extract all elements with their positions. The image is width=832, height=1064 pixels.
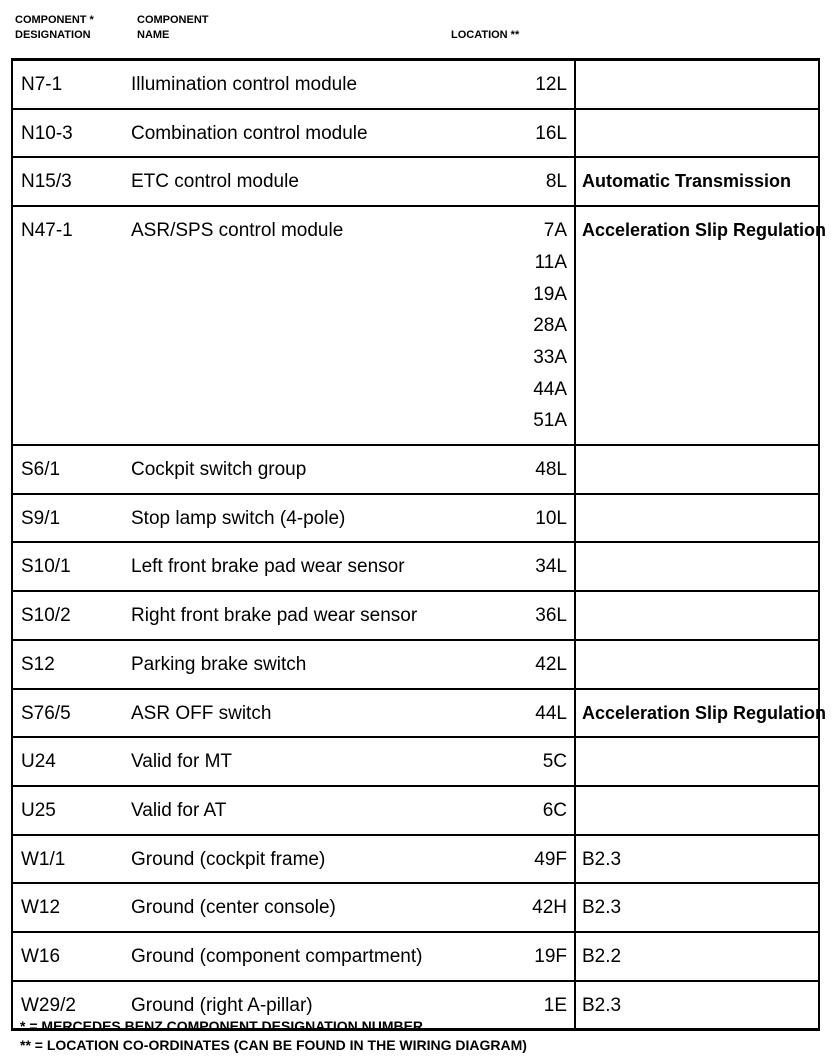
component-name — [131, 157, 481, 206]
component-designation — [12, 883, 131, 932]
designation-text: S10/1 — [21, 556, 71, 578]
table-row — [12, 737, 819, 786]
name-text: Ground (right A-pillar) — [131, 994, 313, 1016]
name-text: Ground (cockpit frame) — [131, 848, 326, 870]
component-table — [11, 58, 827, 1031]
name-text: Valid for AT — [131, 799, 227, 821]
note-text: B2.2 — [582, 946, 622, 968]
component-note — [575, 737, 819, 786]
designation-text: W12 — [21, 897, 61, 919]
component-designation — [12, 932, 131, 981]
header-designation-line1: COMPONENT * — [15, 14, 94, 26]
table-row — [12, 445, 819, 494]
table-row — [12, 591, 819, 640]
name-text: Stop lamp switch (4-pole) — [131, 507, 346, 529]
component-designation — [12, 786, 131, 835]
component-name — [131, 206, 481, 445]
component-name — [131, 689, 481, 738]
note-text — [582, 495, 818, 510]
component-name — [131, 883, 481, 932]
component-note — [575, 494, 819, 543]
designation-text: U24 — [21, 751, 56, 773]
location-code: 42L — [535, 653, 567, 675]
component-location — [481, 737, 575, 786]
location-code: 6C — [542, 799, 567, 821]
component-location — [481, 689, 575, 738]
component-designation — [12, 157, 131, 206]
location-code: 11A — [534, 251, 567, 273]
component-location — [481, 60, 575, 109]
footnote-location: ** = LOCATION CO-ORDINATES (CAN BE FOUND IN THE WIRING DIAGRAM) — [20, 1037, 527, 1053]
table-row — [12, 494, 819, 543]
component-note — [575, 689, 827, 738]
note-text: Acceleration Slip Regulation — [582, 702, 827, 723]
location-code: 42H — [532, 897, 567, 919]
component-note — [575, 932, 819, 981]
designation-text: S12 — [21, 653, 55, 675]
note-text — [582, 110, 818, 125]
designation-text: S9/1 — [21, 507, 61, 529]
designation-text: N47-1 — [21, 220, 73, 242]
component-designation — [12, 640, 131, 689]
note-text — [582, 641, 818, 656]
note-text — [582, 592, 818, 607]
designation-text: N15/3 — [21, 171, 72, 193]
component-location — [481, 206, 575, 445]
component-name — [131, 932, 481, 981]
name-text: ASR/SPS control module — [131, 220, 344, 242]
note-text: B2.3 — [582, 848, 622, 870]
location-code: 16L — [535, 122, 567, 144]
location-code: 48L — [535, 459, 567, 481]
note-text: B2.3 — [582, 994, 622, 1016]
component-note — [575, 786, 819, 835]
location-code: 44L — [535, 702, 567, 724]
component-note — [575, 206, 827, 445]
footnote-designation: * = MERCEDES BENZ COMPONENT DESIGNATION NUMBER — [20, 1018, 424, 1034]
component-location — [481, 157, 575, 206]
designation-text: W29/2 — [21, 994, 76, 1016]
table-row — [12, 835, 819, 884]
component-location — [481, 883, 575, 932]
component-location — [481, 494, 575, 543]
table-row — [12, 640, 819, 689]
component-location — [481, 835, 575, 884]
name-text: Illumination control module — [131, 74, 358, 95]
component-note — [575, 542, 819, 591]
component-note — [575, 883, 819, 932]
header-location: LOCATION ** — [451, 29, 520, 41]
header-designation-line2: DESIGNATION — [15, 29, 91, 41]
note-text: B2.3 — [582, 897, 622, 919]
component-note — [575, 591, 819, 640]
designation-text: W1/1 — [21, 848, 66, 870]
table-row — [12, 542, 819, 591]
component-table-body — [12, 60, 827, 1030]
table-row — [12, 109, 819, 158]
designation-text: S6/1 — [21, 459, 61, 481]
component-note — [575, 640, 819, 689]
table-row — [12, 60, 819, 109]
component-note — [575, 981, 819, 1030]
component-name — [131, 737, 481, 786]
note-text — [582, 543, 818, 558]
location-code: 8L — [545, 171, 567, 193]
name-text: Ground (center console) — [131, 897, 336, 919]
designation-text: N7-1 — [21, 74, 63, 95]
name-text: Combination control module — [131, 122, 368, 144]
component-designation — [12, 109, 131, 158]
component-designation — [12, 591, 131, 640]
name-text: Cockpit switch group — [131, 459, 307, 481]
component-name — [131, 60, 481, 109]
designation-text: U25 — [21, 799, 56, 821]
note-text — [582, 61, 818, 76]
header-name-line2: NAME — [137, 29, 170, 41]
component-name — [131, 445, 481, 494]
location-code: 28A — [533, 315, 567, 337]
table-row — [12, 157, 819, 206]
note-text: Acceleration Slip Regulation — [582, 220, 827, 241]
table-row — [12, 786, 819, 835]
component-location — [481, 932, 575, 981]
location-code: 44A — [533, 378, 567, 400]
component-location — [481, 640, 575, 689]
location-code: 7A — [543, 220, 567, 242]
note-text — [582, 787, 818, 802]
component-note — [575, 157, 819, 206]
name-text: Ground (component compartment) — [131, 946, 423, 968]
component-name — [131, 109, 481, 158]
component-note — [575, 445, 819, 494]
component-location — [481, 445, 575, 494]
component-note — [575, 60, 819, 109]
location-code: 49F — [534, 848, 567, 870]
component-location — [481, 109, 575, 158]
location-code: 51A — [533, 410, 567, 432]
note-text — [582, 446, 818, 461]
component-designation — [12, 835, 131, 884]
component-name — [131, 786, 481, 835]
name-text: Right front brake pad wear sensor — [131, 605, 418, 627]
component-designation — [12, 445, 131, 494]
note-text — [582, 738, 818, 753]
component-location — [481, 542, 575, 591]
designation-text: S10/2 — [21, 605, 71, 627]
designation-text: W16 — [21, 946, 61, 968]
table-row — [12, 932, 819, 981]
location-code: 10L — [535, 507, 567, 529]
component-designation — [12, 689, 131, 738]
location-code: 34L — [535, 556, 567, 578]
header-name-line1: COMPONENT — [137, 14, 209, 26]
table-row — [12, 206, 819, 445]
name-text: ASR OFF switch — [131, 702, 272, 724]
component-location — [481, 786, 575, 835]
table-row — [12, 689, 819, 738]
location-code: 5C — [542, 751, 567, 773]
component-designation — [12, 737, 131, 786]
table-row — [12, 883, 819, 932]
component-name — [131, 640, 481, 689]
component-designation — [12, 206, 131, 445]
note-text: Automatic Transmission — [582, 171, 792, 192]
designation-text: N10-3 — [21, 122, 73, 144]
name-text: Left front brake pad wear sensor — [131, 556, 405, 578]
header-name — [137, 13, 209, 43]
name-text: Parking brake switch — [131, 653, 307, 675]
location-code: 33A — [533, 346, 567, 368]
location-code: 19A — [533, 283, 567, 305]
component-name — [131, 835, 481, 884]
component-designation — [12, 60, 131, 109]
location-code: 1E — [543, 994, 567, 1016]
location-code: 19F — [534, 946, 567, 968]
component-designation — [12, 494, 131, 543]
name-text: ETC control module — [131, 171, 299, 193]
component-name — [131, 591, 481, 640]
component-note — [575, 835, 819, 884]
component-location — [481, 591, 575, 640]
component-designation — [12, 542, 131, 591]
name-text: Valid for MT — [131, 751, 233, 773]
location-code: 36L — [535, 605, 567, 627]
location-code: 12L — [535, 74, 567, 95]
component-name — [131, 494, 481, 543]
designation-text: S76/5 — [21, 702, 71, 724]
component-location — [481, 981, 575, 1030]
component-name — [131, 542, 481, 591]
component-note — [575, 109, 819, 158]
header-designation — [15, 13, 94, 43]
